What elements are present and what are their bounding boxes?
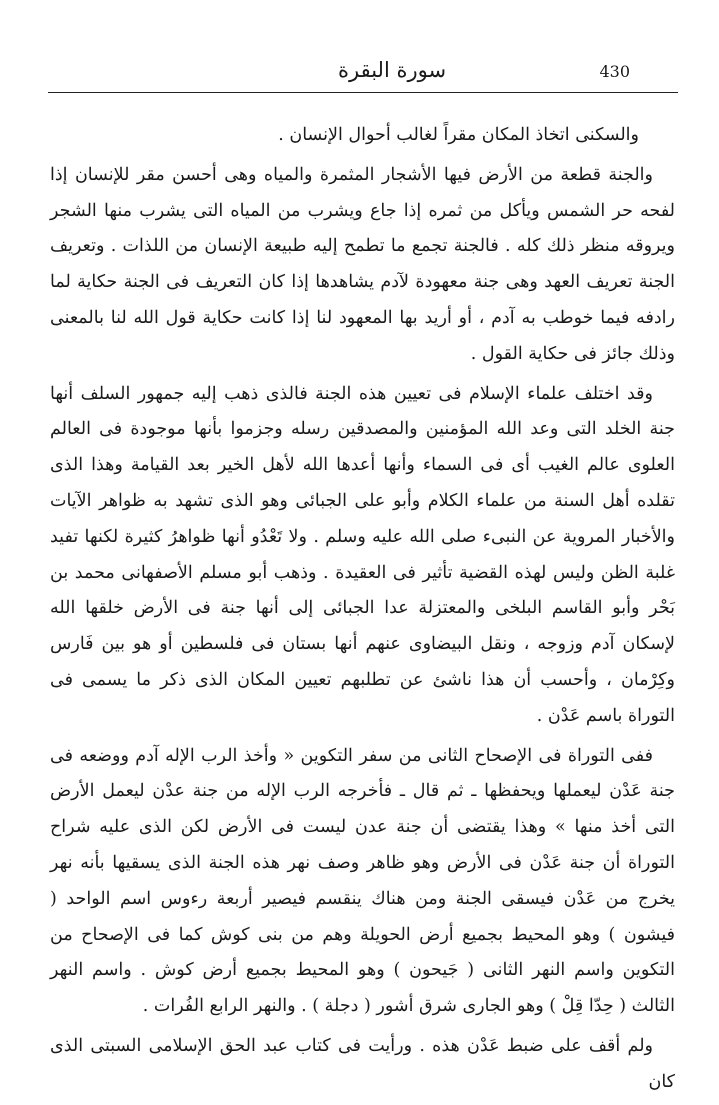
paragraph: والسكنى اتخاذ المكان مقراً لغالب أحوال الإنسان . bbox=[278, 125, 639, 145]
body-text bbox=[50, 118, 675, 1105]
page-number: 430 bbox=[599, 62, 630, 81]
surah-title: سورة البقرة bbox=[338, 58, 447, 82]
paragraph: والجنة قطعة من الأرض فيها الأشجار المثمرة والمياه وهى أحسن مقر للإنسان إذا لفحه حر الشمس ويأكل من ثمره إذا جاع ويشرب من المياه التى يشرب منها الشجر ويروقه منظر ذلك كله . فالجنة تجمع ما تطمح إليه طبيعة الإنسان من اللذات . وتعريف الجنة تعريف العهد وهى جنة معهودة لآدم يشاهدها إذا كان التعريف فى الجنة حكاية لما رادفه فيما خوطب به آدم ، أو أريد بها المعهود لنا إذا كانت حكاية قول الله لنا بالمعنى وذلك جائز فى حكاية القول . bbox=[50, 164, 675, 364]
paragraph: وقد اختلف علماء الإسلام فى تعيين هذه الجنة فالذى ذهب إليه جمهور السلف أنها جنة الخلد التى وعد الله المؤمنين والمصدقين رسله وجزموا بأنها موجودة فى العالم العلوى عالم الغيب أى فى السماء وأنها أعدها الله لأهل الخير بعد القيامة وهذا الذى تقلده أهل السنة من علماء الكلام وأبو على الجبائى وهو الذى تشهد به ظواهر الآيات والأخبار المروية عن النبىء صلى الله عليه وسلم . ولا تَعْدُو أنها ظواهرُ كثيرة لكنها تفيد غلبة الظن وليس لهذه القضية تأثير فى العقيدة . وذهب أبو مسلم الأصفهانى محمد بن بَحْر وأبو القاسم البلخى والمعتزلة عدا الجبائى إلى أنها جنة فى الأرض خلقها الله لإسكان آدم وزوجه ، ونقل البيضاوى عنهم أنها بستان فى فلسطين أو هو بين فَارس وكِرْمان ، وأحسب أن هذا ناشئ عن تطلبهم تعيين المكان الذى ذكر ما يسمى فى التوراة باسم عَدْن . bbox=[50, 383, 675, 726]
paragraph: ولم أقف على ضبط عَدْن هذه . ورأيت فى كتاب عبد الحق الإسلامى السبتى الذى كان bbox=[50, 1035, 675, 1092]
page-header bbox=[48, 52, 678, 92]
header-rule bbox=[48, 92, 678, 93]
paragraph: ففى التوراة فى الإصحاح الثانى من سفر التكوين « وأخذ الرب الإله آدم ووضعه فى جنة عَدْن ليعملها ويحفظها ـ ثم قال ـ فأخرجه الرب الإله من جنة عدْن ليعمل الأرض التى أخذ منها » وهذا يقتضى أن جنة عدن ليست فى الأرض لكن الذى عليه شراح التوراة أن جنة عَدْن فى الأرض وهو ظاهر وصف نهر هذه الجنة الذى يسقيها بأنه نهر يخرج من عَدْن فيسقى الجنة ومن هناك ينقسم فيصير أربعة رءوس اسم الواحد ( فيشون ) وهو المحيط بجميع أرض الحويلة وهم من بنى كوش كما فى الإصحاح من التكوين واسم النهر الثانى ( جَيحون ) وهو المحيط بجميع أرض كوش . واسم النهر الثالث ( حِدّا قِلْ ) وهو الجارى شرق أشور ( دجلة ) . والنهر الرابع الفُرات . bbox=[50, 745, 675, 1017]
